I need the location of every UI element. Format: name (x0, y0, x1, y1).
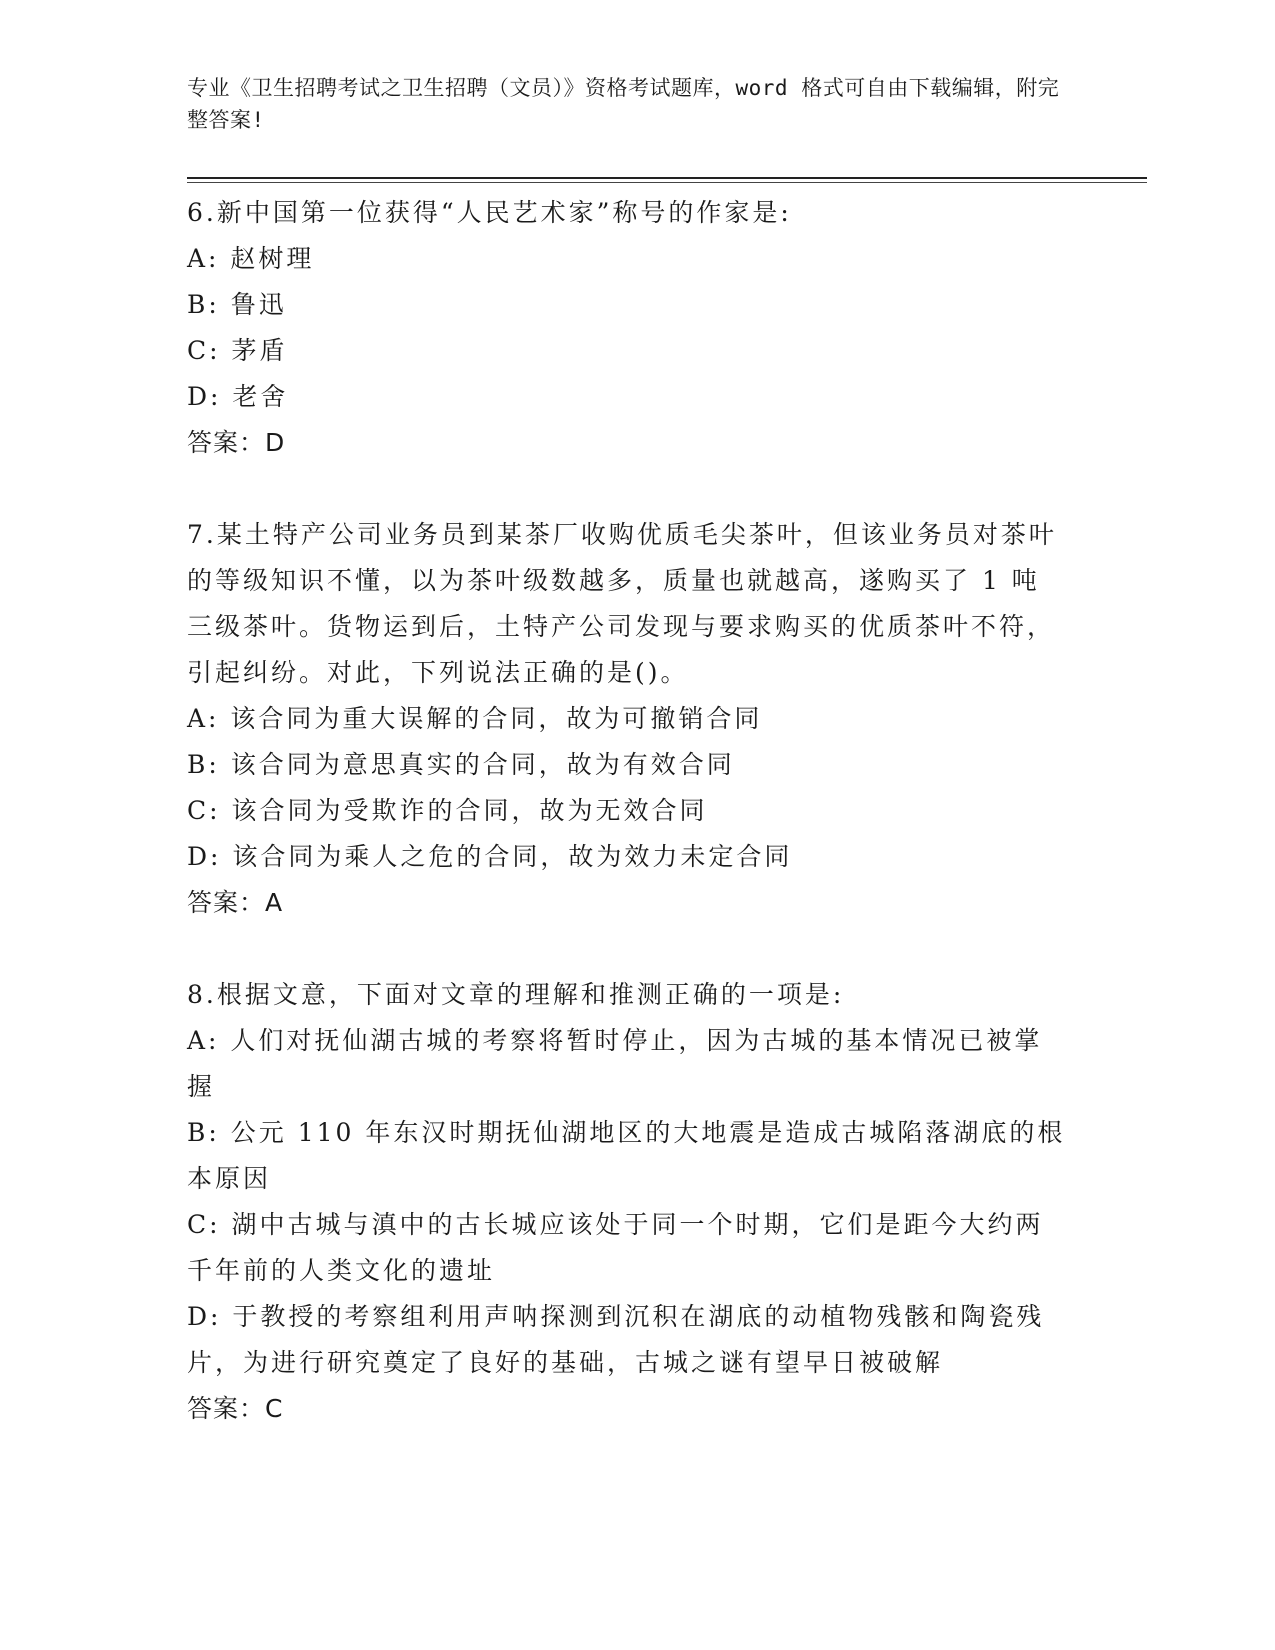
option-c: C: 茅盾 (187, 336, 288, 365)
option-b: B: 鲁迅 (187, 290, 287, 319)
header-divider-thin (187, 182, 1147, 183)
answer-label: 答案：D (187, 428, 286, 457)
option-c: C: 该合同为受欺诈的合同，故为无效合同 (187, 796, 708, 825)
option-a: A: 人们对抚仙湖古城的考察将暂时停止，因为古城的基本情况已被掌握 (187, 1026, 1043, 1101)
question-stem: 6.新中国第一位获得“人民艺术家”称号的作家是: (187, 198, 792, 227)
answer-label: 答案：A (187, 888, 284, 917)
question-6 (187, 190, 1067, 466)
document-header: 专业《卫生招聘考试之卫生招聘（文员）》资格考试题库，word 格式可自由下载编辑，附完整答案! (187, 76, 1060, 132)
option-b: B: 该合同为意思真实的合同，故为有效合同 (187, 750, 735, 779)
option-a: A: 赵树理 (187, 244, 315, 273)
option-d: D: 该合同为乘人之危的合同，故为效力未定合同 (187, 842, 793, 871)
question-stem: 8.根据文意，下面对文章的理解和推测正确的一项是: (187, 980, 845, 1009)
option-d: D: 于教授的考察组利用声呐探测到沉积在湖底的动植物残骸和陶瓷残片，为进行研究奠定了良好的基础，古城之谜有望早日被破解 (187, 1302, 1045, 1377)
question-stem: 7.某土特产公司业务员到某茶厂收购优质毛尖茶叶，但该业务员对茶叶的等级知识不懂，以为茶叶级数越多，质量也就越高，遂购买了 1 吨三级茶叶。货物运到后，土特产公司发现与要求购买的优质茶叶不符，引起纠纷。对此，下列说法正确的是()。 (187, 520, 1057, 687)
option-b: B: 公元 110 年东汉时期抚仙湖地区的大地震是造成古城陷落湖底的根本原因 (187, 1118, 1066, 1193)
option-c: C: 湖中古城与滇中的古长城应该处于同一个时期，它们是距今大约两千年前的人类文化的遗址 (187, 1210, 1044, 1285)
question-7 (187, 512, 1067, 926)
question-8 (187, 972, 1067, 1432)
option-a: A: 该合同为重大误解的合同，故为可撤销合同 (187, 704, 763, 733)
header-divider-thick (187, 177, 1147, 179)
document-page (187, 72, 1147, 1423)
answer-label: 答案：C (187, 1394, 284, 1423)
option-d: D: 老舍 (187, 382, 289, 411)
question-list (187, 190, 1067, 1478)
